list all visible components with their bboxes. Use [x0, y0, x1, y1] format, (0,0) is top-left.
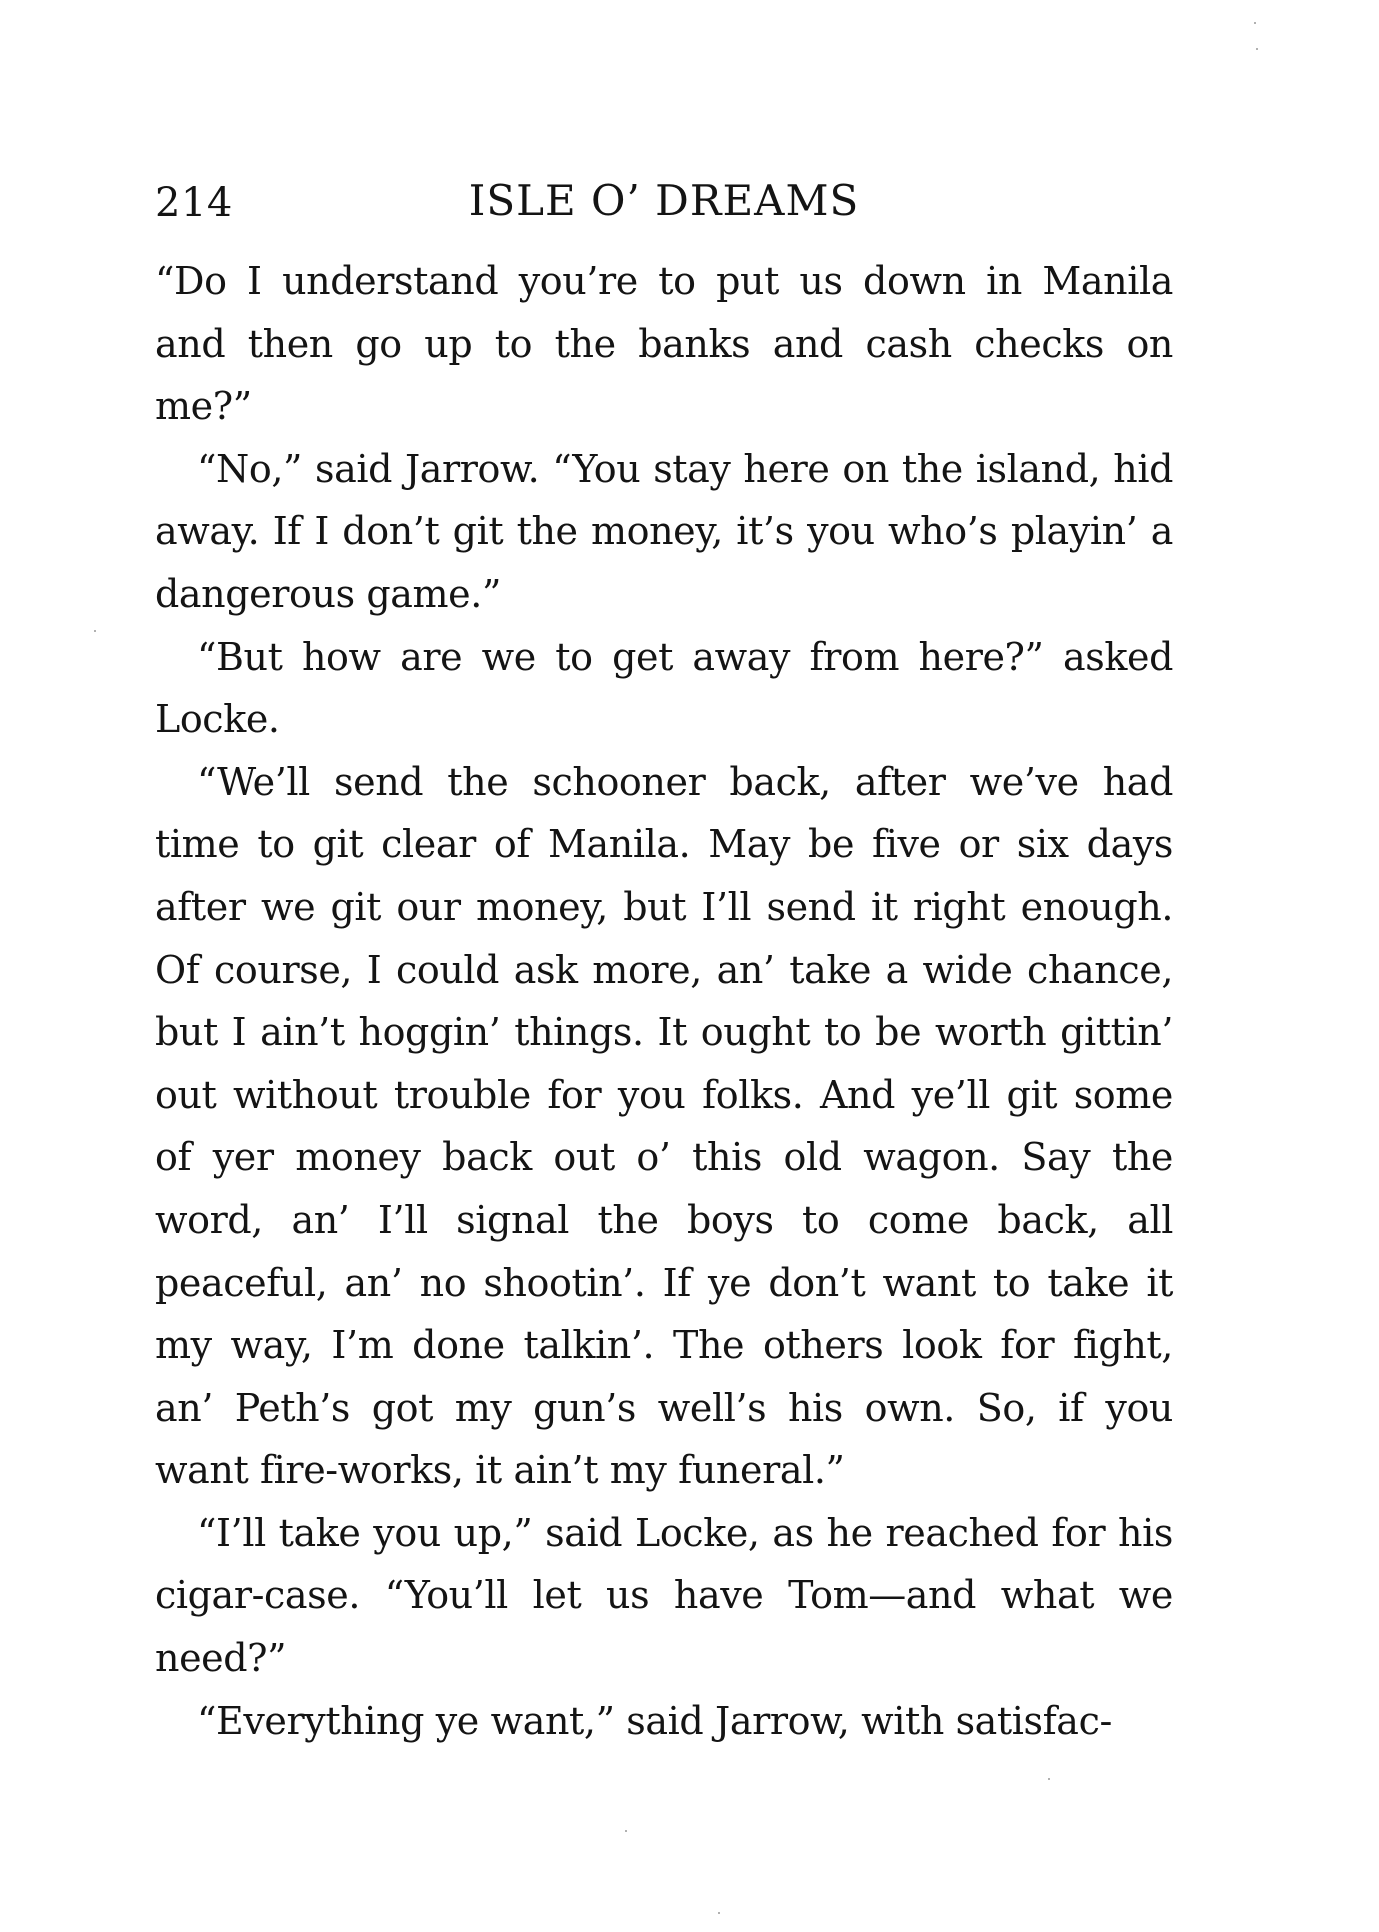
paragraph: “Everything ye want,” said Jarrow, with satisfac-	[197, 1698, 1112, 1743]
body-text	[155, 250, 1173, 1752]
page-header	[155, 172, 1173, 232]
scan-speck	[94, 630, 96, 632]
paragraph: “I’ll take you up,” said Locke, as he reached for his cigar-case. “You’ll let us have Tom—and what we need?”	[155, 1510, 1173, 1681]
paragraph: “We’ll send the schooner back, after we’ve had time to git clear of Manila. May be five or six days after we git our money, but I’ll send it right enough. Of course, I could ask more, an’ take a wide chance, but I ain’t hoggin’ things. It ought to be worth gittin’ out without trouble for you folks. And ye’ll git some of yer money back out o’ this old wagon. Say the word, an’ I’ll signal the boys to come back, all peaceful, an’ no shootin’. If ye don’t want to take it my way, I’m done talkin’. The others look for fight, an’ Peth’s got my gun’s well’s his own. So, if you want fire-works, it ain’t my funeral.”	[155, 759, 1173, 1493]
scan-speck	[1254, 22, 1256, 24]
scan-speck	[625, 1830, 627, 1832]
scan-speck	[1048, 1778, 1050, 1780]
paragraph: “Do I understand you’re to put us down in Manila and then go up to the banks and cash checks on me?”	[155, 259, 1173, 429]
running-title: ISLE O’ DREAMS	[468, 176, 860, 225]
paragraph: “But how are we to get away from here?” asked Locke.	[155, 634, 1173, 742]
scan-speck	[718, 1912, 720, 1914]
page-number: 214	[155, 180, 233, 226]
paragraph: “No,” said Jarrow. “You stay here on the island, hid away. If I don’t git the money, it’s you who’s playin’ a dangerous game.”	[155, 446, 1173, 616]
scan-speck	[1256, 48, 1258, 50]
